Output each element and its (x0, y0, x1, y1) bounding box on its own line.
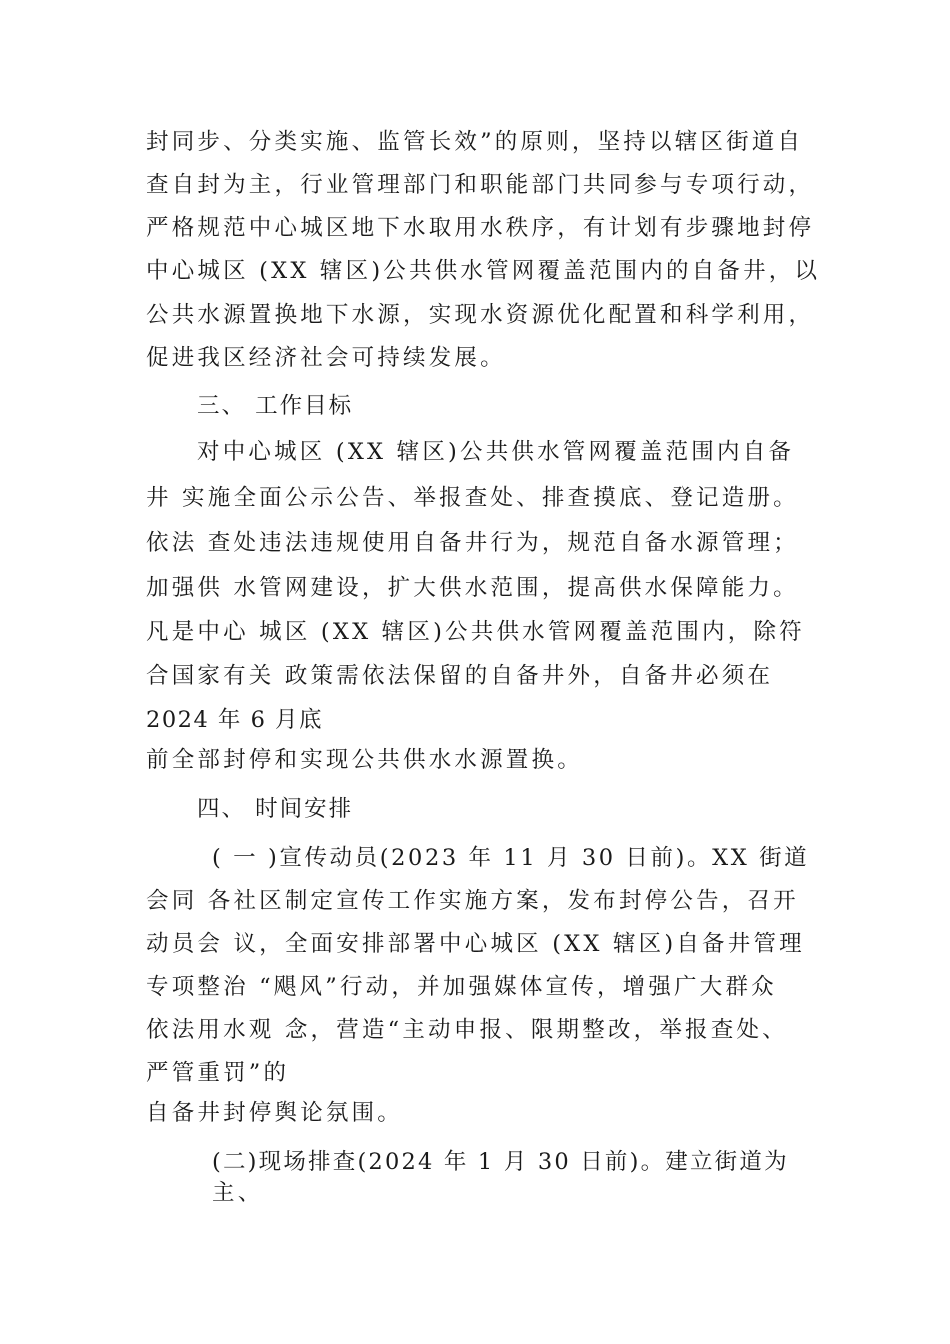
body-line: 依法用水观 念，营造“主动申报、限期整改，举报查处、 (146, 1017, 788, 1043)
body-line: 促进我区经济社会可持续发展。 (146, 345, 506, 371)
body-line: 凡是中心 城区 (XX 辖区)公共供水管网覆盖范围内，除符 (146, 619, 805, 645)
body-line: 公共水源置换地下水源，实现水资源优化配置和科学利用， (146, 302, 815, 328)
body-line: 对中心城区 (XX 辖区)公共供水管网覆盖范围内自备 (197, 439, 795, 465)
body-line: 主、 (212, 1180, 264, 1206)
body-line: 合国家有关 政策需依法保留的自备井外，自备井必须在 (146, 663, 774, 689)
body-line: 查自封为主，行业管理部门和职能部门共同参与专项行动， (146, 172, 815, 198)
body-line: 动员会 议，全面安排部署中心城区 (XX 辖区)自备井管理 (146, 931, 805, 957)
section-heading: 四、 时间安排 (197, 796, 354, 822)
body-line: 严管重罚”的 (146, 1060, 290, 1086)
body-line: ( 一 )宣传动员(2023 年 11 月 30 日前)。XX 街道 (212, 845, 810, 871)
body-line: 依法 查处违法违规使用自备井行为，规范自备水源管理； (146, 530, 799, 556)
body-line: 加强供 水管网建设，扩大供水范围，提高供水保障能力。 (146, 575, 799, 601)
body-line: 封同步、分类实施、监管长效”的原则，坚持以辖区街道自 (146, 129, 804, 155)
body-line: 会同 各社区制定宣传工作实施方案，发布封停公告，召开 (146, 888, 799, 914)
body-line: 专项整治 “飓风”行动，并加强媒体宣传，增强广大群众 (146, 974, 777, 1000)
body-line: 前全部封停和实现公共供水水源置换。 (146, 747, 583, 773)
body-line: 中心城区 (XX 辖区)公共供水管网覆盖范围内的自备井，以 (146, 258, 821, 284)
body-line: 自备井封停舆论氛围。 (146, 1100, 404, 1126)
body-line: 井 实施全面公示公告、举报查处、排查摸底、登记造册。 (146, 485, 799, 511)
section-heading: 三、 工作目标 (197, 393, 354, 419)
body-line: 严格规范中心城区地下水取用水秩序，有计划有步骤地封停 (146, 215, 815, 241)
body-line: (二)现场排查(2024 年 1 月 30 日前)。建立街道为 (212, 1149, 789, 1175)
body-line: 2024 年 6 月底 (146, 707, 324, 733)
